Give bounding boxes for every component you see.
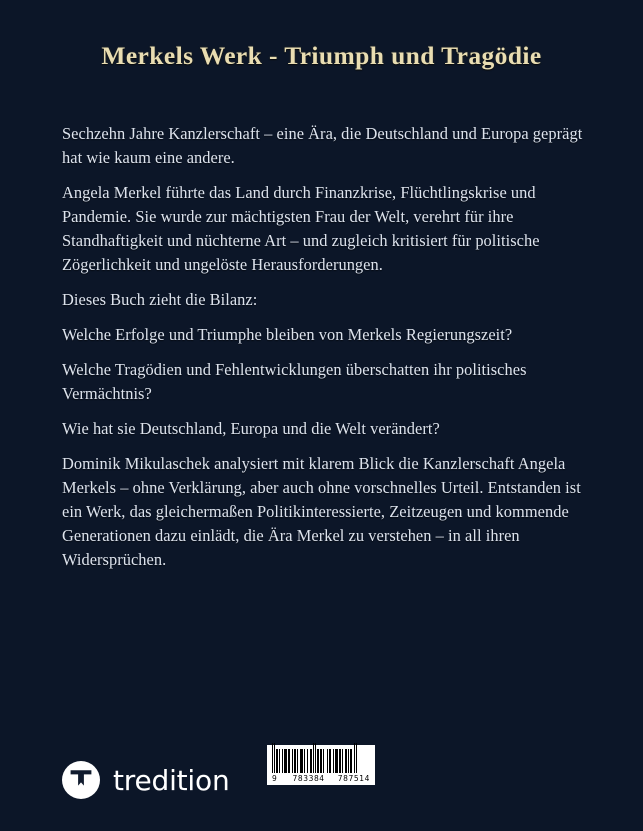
blurb-paragraph: Welche Erfolge und Triumphe bleiben von Merkels Regierungszeit? [62, 325, 513, 344]
barcode-right-group: 787514 [337, 774, 370, 783]
barcode-lead-digit: 9 [272, 774, 278, 783]
barcode-bars [272, 749, 370, 773]
barcode-left-group: 783384 [292, 774, 325, 783]
blurb-paragraph: Dieses Buch zieht die Bilanz: [62, 290, 258, 309]
blurb-paragraph: Wie hat sie Deutschland, Europa und die Welt verändert? [62, 419, 440, 438]
blurb-text-block [62, 122, 583, 572]
tredition-bridge-icon [62, 761, 100, 799]
publisher-logo [62, 761, 230, 799]
blurb-paragraph: Sechzehn Jahre Kanzlerschaft – eine Ära, die Deutschland und Europa geprägt hat wie kaum eine andere. [62, 124, 583, 167]
barcode-number [272, 774, 370, 784]
isbn-barcode [267, 745, 375, 785]
blurb-paragraph: Angela Merkel führte das Land durch Finanzkrise, Flüchtlingskrise und Pandemie. Sie wurde zur mächtigsten Frau der Welt, verehrt für ihre Standhaftigkeit und nüchterne Art – und zugleich kritisiert für politische Zögerlichkeit und ungelöste Herausforderungen. [62, 183, 540, 274]
blurb-paragraph: Dominik Mikulaschek analysiert mit klarem Blick die Kanzlerschaft Angela Merkels – ohne Verklärung, aber auch ohne vorschnelles Urteil. Entstanden ist ein Werk, das gleichermaßen Politikinteressierte, Zeitzeugen und kommende Generationen dazu einlädt, die Ära Merkel zu verstehen – in all ihren Widersprüchen. [62, 454, 581, 569]
publisher-name: tredition [113, 764, 230, 797]
page-title: Merkels Werk - Triumph und Tragödie [101, 41, 542, 70]
blurb-paragraph: Welche Tragödien und Fehlentwicklungen überschatten ihr politisches Vermächtnis? [62, 360, 527, 403]
cover-footer [0, 735, 643, 795]
